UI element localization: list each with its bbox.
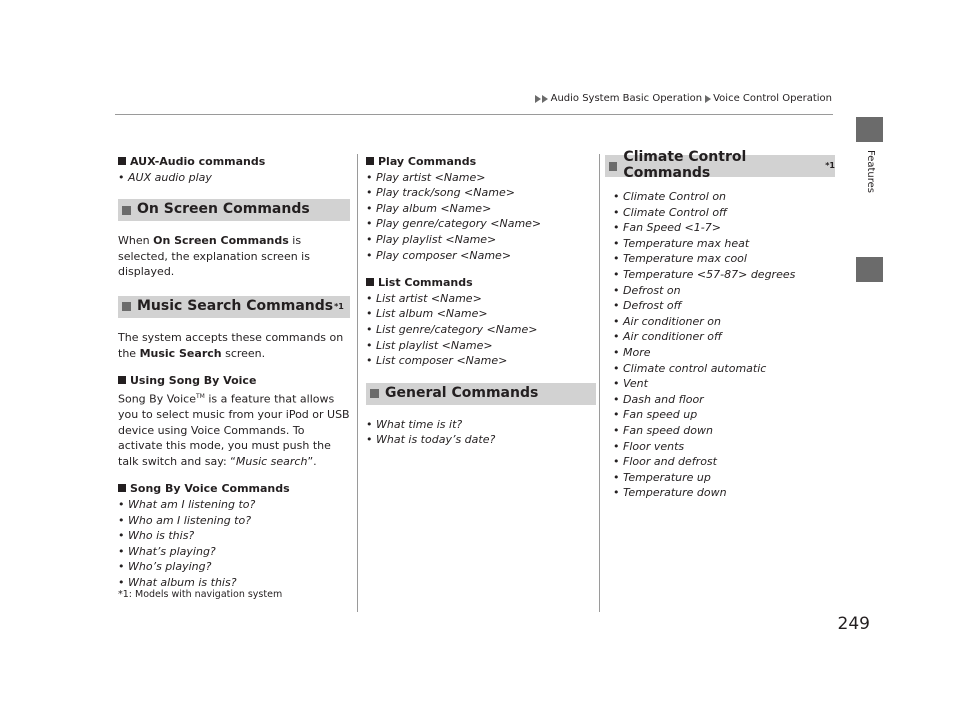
list-item: • Fan speed up	[613, 407, 835, 423]
song-by-voice-text: Song By Voice™ is a feature that allows you to select music from your iPod or USB device using Voice Commands. To activate this mode, you must push the talk switch and say: “Music search”.	[118, 392, 350, 468]
square-bullet-icon	[122, 302, 131, 311]
aux-list	[118, 170, 350, 186]
list-item: • Climate Control off	[613, 205, 835, 221]
list-item: • Air conditioner on	[613, 314, 835, 330]
arrow-icon	[542, 95, 548, 103]
list-item: • Who am I listening to?	[118, 513, 350, 529]
song-commands-list	[118, 497, 350, 591]
list-item: • Temperature down	[613, 485, 835, 501]
list-item: • What am I listening to?	[118, 497, 350, 513]
arrow-icon	[535, 95, 541, 103]
list-item: • Play track/song <Name>	[366, 185, 596, 201]
song-by-voice-heading: Using Song By Voice	[118, 373, 350, 389]
list-item: • Temperature max cool	[613, 251, 835, 267]
list-item: • AUX audio play	[118, 170, 350, 186]
list-item: • Temperature <57-87> degrees	[613, 267, 835, 283]
list-item: • Play artist <Name>	[366, 170, 596, 186]
square-bullet-icon	[118, 157, 126, 165]
breadcrumb-section[interactable]: Audio System Basic Operation	[550, 93, 703, 104]
play-heading: Play Commands	[366, 154, 596, 170]
square-bullet-icon	[122, 206, 131, 215]
footnote: *1: Models with navigation system	[118, 589, 283, 600]
list-item: • List artist <Name>	[366, 291, 596, 307]
column-left	[118, 154, 350, 591]
list-item: • Play album <Name>	[366, 201, 596, 217]
music-search-banner: Music Search Commands *1	[118, 296, 350, 318]
on-screen-banner: On Screen Commands	[118, 199, 350, 221]
column-divider	[599, 154, 600, 612]
breadcrumb	[535, 93, 832, 104]
general-banner: General Commands	[366, 383, 596, 405]
column-middle	[366, 154, 596, 448]
arrow-icon	[705, 95, 711, 103]
side-tab-marker	[856, 257, 883, 282]
list-item: • What time is it?	[366, 417, 596, 433]
list-item: • Climate control automatic	[613, 361, 835, 377]
list-item: • What’s playing?	[118, 544, 350, 560]
on-screen-text: When On Screen Commands is selected, the explanation screen is displayed.	[118, 234, 310, 279]
list-commands-list	[366, 291, 596, 369]
aux-heading: AUX-Audio commands	[118, 154, 350, 170]
breadcrumb-page[interactable]: Voice Control Operation	[713, 93, 832, 104]
square-bullet-icon	[118, 484, 126, 492]
song-commands-heading: Song By Voice Commands	[118, 481, 350, 497]
page-number: 249	[837, 614, 870, 634]
square-bullet-icon	[370, 389, 379, 398]
list-item: • More	[613, 345, 835, 361]
square-bullet-icon	[366, 157, 374, 165]
square-bullet-icon	[366, 278, 374, 286]
list-item: • Floor vents	[613, 439, 835, 455]
list-item: • Fan Speed <1-7>	[613, 220, 835, 236]
square-bullet-icon	[609, 162, 617, 171]
header-rule	[115, 114, 833, 115]
climate-list	[605, 189, 835, 501]
list-item: • Temperature up	[613, 470, 835, 486]
list-item: • Play playlist <Name>	[366, 232, 596, 248]
list-item: • Dash and floor	[613, 392, 835, 408]
list-item: • Who’s playing?	[118, 559, 350, 575]
list-item: • Play composer <Name>	[366, 248, 596, 264]
list-item: • Floor and defrost	[613, 454, 835, 470]
list-item: • Play genre/category <Name>	[366, 216, 596, 232]
music-search-text: The system accepts these commands on the Music Search screen.	[118, 330, 344, 360]
list-item: • List composer <Name>	[366, 353, 596, 369]
side-label: Features	[865, 150, 876, 193]
list-item: • Defrost off	[613, 298, 835, 314]
list-item: • Vent	[613, 376, 835, 392]
play-list	[366, 170, 596, 264]
list-item: • List playlist <Name>	[366, 338, 596, 354]
list-item: • Climate Control on	[613, 189, 835, 205]
list-item: • What is today’s date?	[366, 432, 596, 448]
list-item: • Temperature max heat	[613, 236, 835, 252]
general-list	[366, 417, 596, 448]
square-bullet-icon	[118, 376, 126, 384]
column-right	[605, 149, 835, 501]
list-heading: List Commands	[366, 275, 596, 291]
side-tab-top	[856, 117, 883, 142]
list-item: • Fan speed down	[613, 423, 835, 439]
list-item: • Air conditioner off	[613, 329, 835, 345]
column-divider	[357, 154, 358, 612]
list-item: • Defrost on	[613, 283, 835, 299]
list-item: • List album <Name>	[366, 306, 596, 322]
list-item: • List genre/category <Name>	[366, 322, 596, 338]
list-item: • Who is this?	[118, 528, 350, 544]
climate-banner: Climate Control Commands *1	[605, 155, 835, 177]
list-item: • What album is this?	[118, 575, 350, 591]
